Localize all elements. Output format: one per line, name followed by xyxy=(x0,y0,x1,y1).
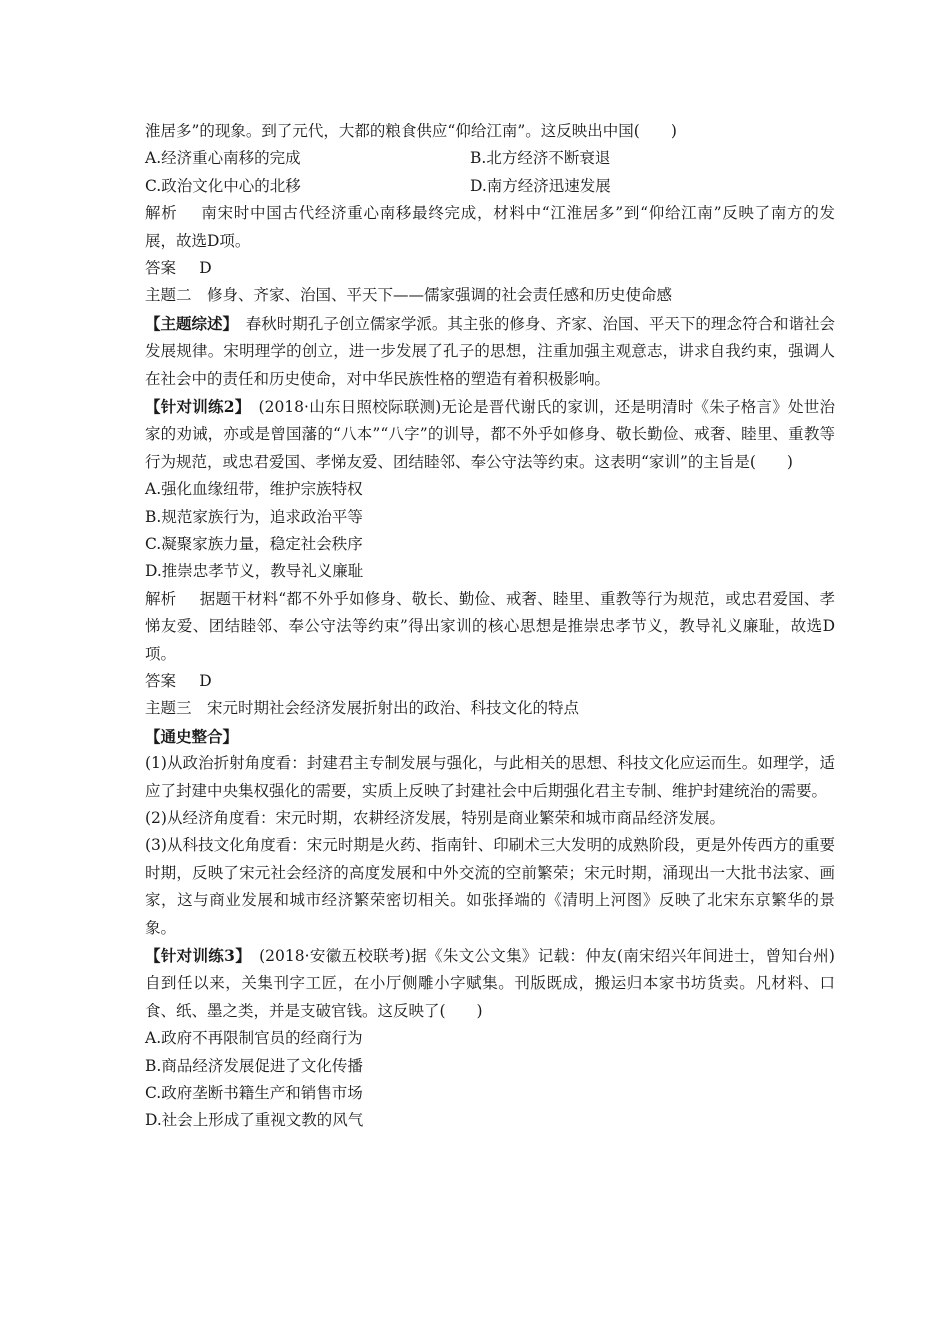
q2-answer xyxy=(145,668,835,695)
q2-option-b[interactable]: B.规范家族行为，追求政治平等 xyxy=(145,507,363,526)
q1-option-a[interactable]: A.经济重心南移的完成 xyxy=(145,149,301,168)
q2-answer-value: D xyxy=(199,671,212,690)
q3-option-b[interactable]: B.商品经济发展促进了文化传播 xyxy=(145,1056,363,1075)
q1-option-d[interactable]: D.南方经济迅速发展 xyxy=(470,176,611,195)
theme2-summary-label: 【主题综述】 xyxy=(145,313,231,333)
q2-answer-label: 答案 xyxy=(145,671,177,690)
document-page xyxy=(145,118,835,1135)
q2-stem: (2018·山东日照校际联测)无论是晋代谢氏的家训，还是明清时《朱子格言》处世治家的劝诫，亦或是曾国藩的“八本”“八字”的训导，都不外乎如修身、敬长勤俭、戒奢、睦里、重教等行为规范，或忠君爱国、孝悌友爱、团结睦邻、奉公守法等约束。这表明“家训”的主旨是( ) xyxy=(145,397,835,471)
theme3-integration-label: 【通史整合】 xyxy=(145,726,239,746)
theme2-summary-text: 春秋时期孔子创立儒家学派。其主张的修身、齐家、治国、平天下的理念符合和谐社会发展规律。宋明理学的创立，进一步发展了孔子的思想，注重加强主观意志，讲求自我约束，强调人在社会中的责任和历史使命，对中华民族性格的塑造有着积极影响。 xyxy=(145,314,835,388)
q1-answer-label: 答案 xyxy=(145,258,177,277)
q2-analysis xyxy=(145,586,835,668)
q1-option-c[interactable]: C.政治文化中心的北移 xyxy=(145,176,301,195)
theme2-summary xyxy=(145,310,835,393)
q2-stem-block xyxy=(145,393,835,476)
q1-option-b[interactable]: B.北方经济不断衰退 xyxy=(470,149,611,168)
q2-option-d[interactable]: D.推崇忠孝节义，教导礼义廉耻 xyxy=(145,562,364,581)
q3-option-d[interactable]: D.社会上形成了重视文教的风气 xyxy=(145,1111,364,1130)
q1-analysis xyxy=(145,200,835,255)
q2-analysis-text: 据题干材料“都不外乎如修身、敬长、勤俭、戒奢、睦里、重教等行为规范，或忠君爱国、孝悌友爱、团结睦邻、奉公守法等约束”得出家训的核心思想是推崇忠孝节义，教导礼义廉耻，故选D项。 xyxy=(145,589,835,663)
theme3-point-3: (3)从科技文化角度看：宋元时期是火药、指南针、印刷术三大发明的成熟阶段，更是外传西方的重要时期，反映了宋元社会经济的高度发展和中外交流的空前繁荣；宋元时期，涌现出一大批书法家、画家，这与商业发展和城市经济繁荣密切相关。如张择端的《清明上河图》反映了北宋东京繁华的景象。 xyxy=(145,836,835,937)
q1-options-row-2 xyxy=(145,173,835,200)
q3-stem: (2018·安徽五校联考)据《朱文公文集》记载：仲友(南宋绍兴年间进士，曾知台州)自到任以来，关集刊字工匠，在小厅侧雕小字赋集。刊版既成，搬运归本家书坊货卖。凡材料、口食、纸、墨之类，并是支破官钱。这反映了( ) xyxy=(145,947,835,1020)
q2-option-a[interactable]: A.强化血缘纽带，维护宗族特权 xyxy=(145,480,363,499)
q1-stem-tail: 淮居多”的现象。到了元代，大都的粮食供应“仰给江南”。这反映出中国( ) xyxy=(145,122,677,140)
q1-answer-value: D xyxy=(199,258,212,277)
theme3-title: 主题三 宋元时期社会经济发展折射出的政治、科技文化的特点 xyxy=(145,699,580,718)
q3-option-c[interactable]: C.政府垄断书籍生产和销售市场 xyxy=(145,1084,363,1102)
theme2-title: 主题二 修身、齐家、治国、平天下——儒家强调的社会责任感和历史使命感 xyxy=(145,286,673,305)
q1-analysis-text: 南宋时中国古代经济重心南移最终完成，材料中“江淮居多”到“仰给江南”反映了南方的发展，故选D项。 xyxy=(145,204,835,250)
q3-label: 【针对训练3】 xyxy=(145,946,244,965)
q3-option-a[interactable]: A.政府不再限制官员的经商行为 xyxy=(145,1029,363,1048)
q2-option-c[interactable]: C.凝聚家族力量，稳定社会秩序 xyxy=(145,534,363,553)
q1-answer xyxy=(145,255,835,282)
theme3-point-2: (2)从经济角度看：宋元时期，农耕经济发展，特别是商业繁荣和城市商品经济发展。 xyxy=(145,808,725,827)
q2-label: 【针对训练2】 xyxy=(145,396,243,416)
q1-analysis-label: 解析 xyxy=(145,204,178,223)
theme3-point-1: (1)从政治折射角度看：封建君主专制发展与强化，与此相关的思想、科技文化应运而生。如理学，适应了封建中央集权强化的需要，实质上反映了封建社会中后期强化君主专制、维护封建统治的需要。 xyxy=(145,754,835,800)
q3-stem-block xyxy=(145,942,835,1025)
q2-analysis-label: 解析 xyxy=(145,589,177,608)
q1-options-row-1 xyxy=(145,145,835,172)
